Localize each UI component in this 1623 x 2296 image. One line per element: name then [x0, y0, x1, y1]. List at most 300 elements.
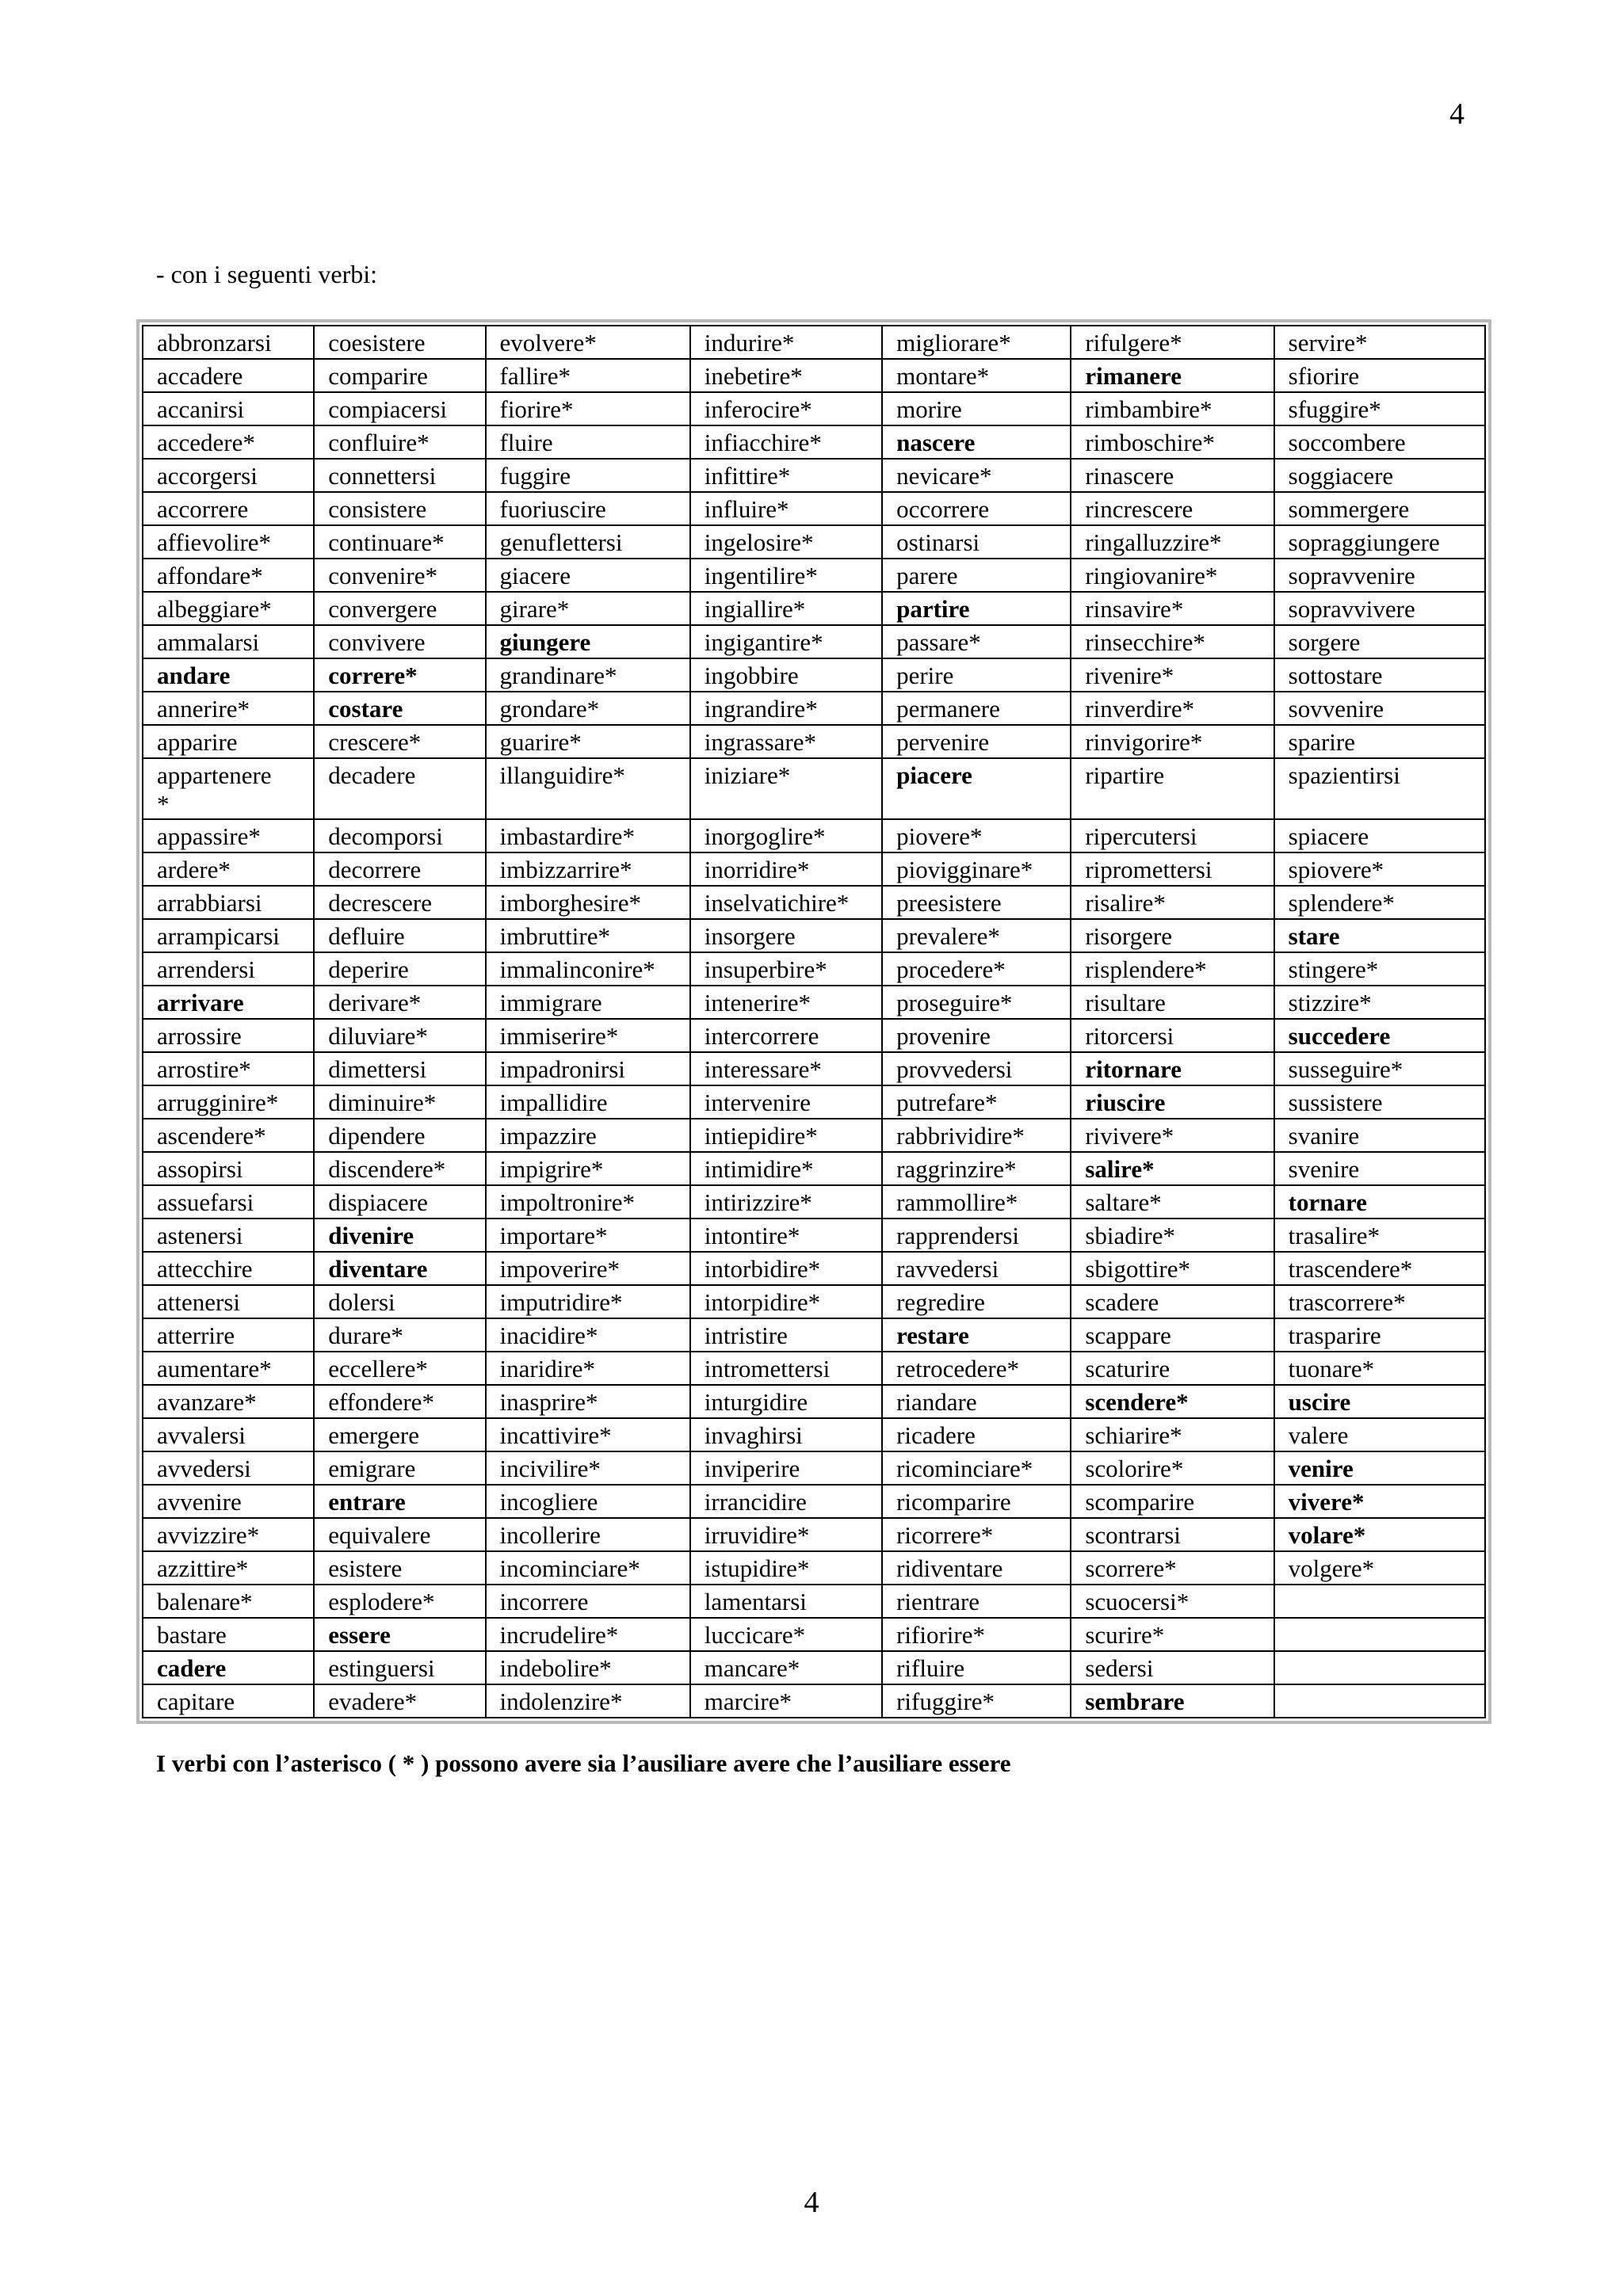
- verb-cell: imbastardire*: [486, 819, 690, 852]
- verb-cell: rammollire*: [882, 1185, 1071, 1219]
- verb-cell: convenire*: [314, 559, 485, 592]
- verb-cell: coesistere: [314, 326, 485, 359]
- verb-cell: bastare: [143, 1618, 314, 1651]
- verb-cell: ammalarsi: [143, 625, 314, 658]
- verb-cell: annerire*: [143, 692, 314, 725]
- asterisk-note: I verbi con l’asterisco ( * ) possono avere sia l’ausiliare avere che l’ausiliare essere: [156, 1749, 1011, 1777]
- verb-cell: ingrassare*: [690, 725, 882, 758]
- verb-cell: continuare*: [314, 525, 485, 559]
- verb-cell: succedere: [1274, 1019, 1485, 1052]
- verb-cell: irrancidire: [690, 1485, 882, 1518]
- table-row: [143, 819, 1485, 852]
- table-row: [143, 459, 1485, 492]
- table-row: [143, 1551, 1485, 1585]
- verb-cell: inorridire*: [690, 852, 882, 886]
- verb-cell: impadronirsi: [486, 1052, 690, 1085]
- verb-cell: decorrere: [314, 852, 485, 886]
- verb-cell: arrampicarsi: [143, 919, 314, 952]
- verb-cell: stingere*: [1274, 952, 1485, 986]
- verb-cell: infittire*: [690, 459, 882, 492]
- intro-text: - con i seguenti verbi:: [156, 260, 378, 288]
- verb-cell: incattivire*: [486, 1418, 690, 1451]
- verb-cell: fallire*: [486, 359, 690, 392]
- verb-cell: rifulgere*: [1071, 326, 1274, 359]
- verb-cell: ricomparire: [882, 1485, 1071, 1518]
- verb-cell: regredire: [882, 1285, 1071, 1318]
- verb-cell: rivenire*: [1071, 658, 1274, 692]
- verb-cell: ringiovanire*: [1071, 559, 1274, 592]
- verb-cell: ardere*: [143, 852, 314, 886]
- verb-cell: inorgoglire*: [690, 819, 882, 852]
- table-row: [143, 359, 1485, 392]
- verb-cell: accanirsi: [143, 392, 314, 425]
- verb-cell: inselvatichire*: [690, 886, 882, 919]
- verb-cell: spazientirsi: [1274, 758, 1485, 819]
- verb-cell: inasprire*: [486, 1385, 690, 1418]
- table-row: [143, 952, 1485, 986]
- verb-cell: mancare*: [690, 1651, 882, 1684]
- verb-cell: partire: [882, 592, 1071, 625]
- table-row: [143, 1285, 1485, 1318]
- verb-cell: inebetire*: [690, 359, 882, 392]
- verb-cell: raggrinzire*: [882, 1152, 1071, 1185]
- verb-cell: intromettersi: [690, 1352, 882, 1385]
- verb-cell: luccicare*: [690, 1618, 882, 1651]
- verb-cell: rapprendersi: [882, 1219, 1071, 1252]
- verb-cell: proseguire*: [882, 986, 1071, 1019]
- table-row: [143, 758, 1485, 819]
- verb-cell: avvedersi: [143, 1451, 314, 1485]
- verb-cell: intimidire*: [690, 1152, 882, 1185]
- verb-cell: scomparire: [1071, 1485, 1274, 1518]
- verb-cell: spiovere*: [1274, 852, 1485, 886]
- verb-cell: estinguersi: [314, 1651, 485, 1684]
- verb-cell: decadere: [314, 758, 485, 819]
- verb-cell: indebolire*: [486, 1651, 690, 1684]
- table-row: [143, 852, 1485, 886]
- table-row: [143, 525, 1485, 559]
- verb-cell: imbruttire*: [486, 919, 690, 952]
- verb-cell: durare*: [314, 1318, 485, 1352]
- verb-cell: astenersi: [143, 1219, 314, 1252]
- verb-cell: scurire*: [1071, 1618, 1274, 1651]
- verb-cell: accorgersi: [143, 459, 314, 492]
- verb-cell: appartenere *: [143, 758, 314, 819]
- verb-cell: fuggire: [486, 459, 690, 492]
- verb-cell: arrossire: [143, 1019, 314, 1052]
- verb-cell: essere: [314, 1618, 485, 1651]
- verb-cell: irruvidire*: [690, 1518, 882, 1551]
- verb-cell: inacidire*: [486, 1318, 690, 1352]
- verb-cell: indolenzire*: [486, 1684, 690, 1718]
- verb-cell: sommergere: [1274, 492, 1485, 525]
- verb-cell: dispiacere: [314, 1185, 485, 1219]
- verb-cell: volgere*: [1274, 1551, 1485, 1585]
- verb-cell: ripromettersi: [1071, 852, 1274, 886]
- table-row: [143, 392, 1485, 425]
- verb-cell: putrefare*: [882, 1085, 1071, 1119]
- table-row: [143, 1019, 1485, 1052]
- verb-cell: ascendere*: [143, 1119, 314, 1152]
- verb-cell: comparire: [314, 359, 485, 392]
- verb-cell: scaturire: [1071, 1352, 1274, 1385]
- verb-cell: diventare: [314, 1252, 485, 1285]
- verb-cell: passare*: [882, 625, 1071, 658]
- verb-cell: splendere*: [1274, 886, 1485, 919]
- verb-cell: diluviare*: [314, 1019, 485, 1052]
- table-row: [143, 425, 1485, 459]
- verb-cell: iniziare*: [690, 758, 882, 819]
- verb-cell: ravvedersi: [882, 1252, 1071, 1285]
- verb-cell: insorgere: [690, 919, 882, 952]
- page-number-top: 4: [1449, 97, 1465, 131]
- verb-cell: entrare: [314, 1485, 485, 1518]
- verb-cell: uscire: [1274, 1385, 1485, 1418]
- verb-cell: evolvere*: [486, 326, 690, 359]
- verb-cell: rivivere*: [1071, 1119, 1274, 1152]
- verb-cell: sedersi: [1071, 1651, 1274, 1684]
- verb-cell: eccellere*: [314, 1352, 485, 1385]
- verb-cell: arrivare: [143, 986, 314, 1019]
- verb-cell: susseguire*: [1274, 1052, 1485, 1085]
- verb-cell: sopraggiungere: [1274, 525, 1485, 559]
- table-row: [143, 1052, 1485, 1085]
- table-row: [143, 919, 1485, 952]
- table-row: [143, 1485, 1485, 1518]
- verb-cell: intorbidire*: [690, 1252, 882, 1285]
- verb-cell: rincrescere: [1071, 492, 1274, 525]
- verb-cell: incogliere: [486, 1485, 690, 1518]
- table-row: [143, 658, 1485, 692]
- verb-cell: rimbambire*: [1071, 392, 1274, 425]
- verb-cell: diminuire*: [314, 1085, 485, 1119]
- verb-cell: capitare: [143, 1684, 314, 1718]
- verb-cell: girare*: [486, 592, 690, 625]
- verb-cell: inferocire*: [690, 392, 882, 425]
- verb-cell: arrendersi: [143, 952, 314, 986]
- verb-cell: risplendere*: [1071, 952, 1274, 986]
- verb-cell: accadere: [143, 359, 314, 392]
- verb-cell: piovigginare*: [882, 852, 1071, 886]
- verb-cell: evadere*: [314, 1684, 485, 1718]
- verb-cell: occorrere: [882, 492, 1071, 525]
- verb-cell: incivilire*: [486, 1451, 690, 1485]
- verb-cell: intiepidire*: [690, 1119, 882, 1152]
- verb-cell: costare: [314, 692, 485, 725]
- table-row: [143, 625, 1485, 658]
- verb-cell: sfiorire: [1274, 359, 1485, 392]
- verb-cell: intercorrere: [690, 1019, 882, 1052]
- verb-cell: scolorire*: [1071, 1451, 1274, 1485]
- verb-cell: svanire: [1274, 1119, 1485, 1152]
- verb-cell: spiacere: [1274, 819, 1485, 852]
- verb-cell: impigrire*: [486, 1152, 690, 1185]
- verb-cell: trascendere*: [1274, 1252, 1485, 1285]
- verb-cell: avvalersi: [143, 1418, 314, 1451]
- verb-cell: sembrare: [1071, 1684, 1274, 1718]
- verb-cell: tornare: [1274, 1185, 1485, 1219]
- verb-cell: ridiventare: [882, 1551, 1071, 1585]
- verb-cell: dolersi: [314, 1285, 485, 1318]
- verb-cell: interessare*: [690, 1052, 882, 1085]
- verb-cell: trasalire*: [1274, 1219, 1485, 1252]
- verb-cell: rinverdire*: [1071, 692, 1274, 725]
- verb-cell: stizzire*: [1274, 986, 1485, 1019]
- verb-cell: decomporsi: [314, 819, 485, 852]
- verb-cell: sorgere: [1274, 625, 1485, 658]
- verb-cell: connettersi: [314, 459, 485, 492]
- verb-cell: preesistere: [882, 886, 1071, 919]
- verb-cell: albeggiare*: [143, 592, 314, 625]
- verb-cell: emergere: [314, 1418, 485, 1451]
- verb-cell: effondere*: [314, 1385, 485, 1418]
- verb-cell: giungere: [486, 625, 690, 658]
- verb-cell: ritornare: [1071, 1052, 1274, 1085]
- verb-cell: [1274, 1684, 1485, 1718]
- verb-cell: [1274, 1651, 1485, 1684]
- verb-cell: ripartire: [1071, 758, 1274, 819]
- verb-cell: ringalluzzire*: [1071, 525, 1274, 559]
- verb-cell: guarire*: [486, 725, 690, 758]
- verb-cell: provvedersi: [882, 1052, 1071, 1085]
- table-row: [143, 692, 1485, 725]
- verb-cell: illanguidire*: [486, 758, 690, 819]
- verb-cell: soccombere: [1274, 425, 1485, 459]
- verb-cell: permanere: [882, 692, 1071, 725]
- verb-cell: impoltronire*: [486, 1185, 690, 1219]
- verb-cell: [1274, 1585, 1485, 1618]
- verb-cell: giacere: [486, 559, 690, 592]
- verb-cell: imbizzarrire*: [486, 852, 690, 886]
- table-row: [143, 886, 1485, 919]
- verb-cell: trascorrere*: [1274, 1285, 1485, 1318]
- verb-cell: intenerire*: [690, 986, 882, 1019]
- table-row: [143, 326, 1485, 359]
- verb-cell: inturgidire: [690, 1385, 882, 1418]
- verb-cell: compiacersi: [314, 392, 485, 425]
- verb-cell: immigrare: [486, 986, 690, 1019]
- verb-cell: arrostire*: [143, 1052, 314, 1085]
- verb-cell: rientrare: [882, 1585, 1071, 1618]
- table-row: [143, 1585, 1485, 1618]
- verb-cell: scappare: [1071, 1318, 1274, 1352]
- verb-cell: procedere*: [882, 952, 1071, 986]
- verb-cell: avvizzire*: [143, 1518, 314, 1551]
- verb-cell: schiarire*: [1071, 1418, 1274, 1451]
- verb-cell: intontire*: [690, 1219, 882, 1252]
- verb-cell: cadere: [143, 1651, 314, 1684]
- table-row: [143, 1418, 1485, 1451]
- verb-cell: migliorare*: [882, 326, 1071, 359]
- verb-cell: avvenire: [143, 1485, 314, 1518]
- verb-cell: apparire: [143, 725, 314, 758]
- verb-cell: convergere: [314, 592, 485, 625]
- verb-cell: sbigottire*: [1071, 1252, 1274, 1285]
- verb-table: [142, 325, 1486, 1718]
- verb-cell: provenire: [882, 1019, 1071, 1052]
- verb-cell: marcire*: [690, 1684, 882, 1718]
- verb-cell: rinsecchire*: [1071, 625, 1274, 658]
- verb-cell: arrabbiarsi: [143, 886, 314, 919]
- verb-cell: ricadere: [882, 1418, 1071, 1451]
- verb-cell: risultare: [1071, 986, 1274, 1019]
- table-row: [143, 1684, 1485, 1718]
- verb-cell: esistere: [314, 1551, 485, 1585]
- verb-cell: abbronzarsi: [143, 326, 314, 359]
- verb-cell: ingigantire*: [690, 625, 882, 658]
- verb-cell: balenare*: [143, 1585, 314, 1618]
- verb-cell: rifuggire*: [882, 1684, 1071, 1718]
- verb-cell: ripercutersi: [1071, 819, 1274, 852]
- verb-cell: avanzare*: [143, 1385, 314, 1418]
- table-row: [143, 1152, 1485, 1185]
- verb-cell: riandare: [882, 1385, 1071, 1418]
- verb-cell: sfuggire*: [1274, 392, 1485, 425]
- verb-cell: scadere: [1071, 1285, 1274, 1318]
- table-row: [143, 592, 1485, 625]
- verb-cell: decrescere: [314, 886, 485, 919]
- verb-cell: rinvigorire*: [1071, 725, 1274, 758]
- verb-cell: inviperire: [690, 1451, 882, 1485]
- verb-cell: sopravvenire: [1274, 559, 1485, 592]
- verb-cell: insuperbire*: [690, 952, 882, 986]
- verb-cell: confluire*: [314, 425, 485, 459]
- verb-cell: incominciare*: [486, 1551, 690, 1585]
- verb-cell: emigrare: [314, 1451, 485, 1485]
- table-row: [143, 1451, 1485, 1485]
- table-row: [143, 725, 1485, 758]
- verb-cell: grondare*: [486, 692, 690, 725]
- verb-table-body: [143, 326, 1485, 1718]
- verb-cell: intorpidire*: [690, 1285, 882, 1318]
- verb-cell: inaridire*: [486, 1352, 690, 1385]
- verb-cell: imborghesire*: [486, 886, 690, 919]
- verb-cell: consistere: [314, 492, 485, 525]
- verb-cell: soggiacere: [1274, 459, 1485, 492]
- table-row: [143, 1352, 1485, 1385]
- verb-cell: azzittire*: [143, 1551, 314, 1585]
- verb-cell: intervenire: [690, 1085, 882, 1119]
- verb-cell: rifluire: [882, 1651, 1071, 1684]
- verb-cell: genuflettersi: [486, 525, 690, 559]
- verb-cell: affondare*: [143, 559, 314, 592]
- verb-cell: appassire*: [143, 819, 314, 852]
- verb-cell: sottostare: [1274, 658, 1485, 692]
- table-row: [143, 1185, 1485, 1219]
- verb-cell: tuonare*: [1274, 1352, 1485, 1385]
- table-row: [143, 1651, 1485, 1684]
- verb-cell: nascere: [882, 425, 1071, 459]
- verb-cell: accorrere: [143, 492, 314, 525]
- verb-cell: montare*: [882, 359, 1071, 392]
- verb-cell: piovere*: [882, 819, 1071, 852]
- verb-cell: scontrarsi: [1071, 1518, 1274, 1551]
- verb-cell: istupidire*: [690, 1551, 882, 1585]
- verb-cell: ingiallire*: [690, 592, 882, 625]
- verb-cell: atterrire: [143, 1318, 314, 1352]
- verb-cell: sopravvivere: [1274, 592, 1485, 625]
- verb-cell: attecchire: [143, 1252, 314, 1285]
- verb-cell: prevalere*: [882, 919, 1071, 952]
- verb-cell: dimettersi: [314, 1052, 485, 1085]
- table-row: [143, 1252, 1485, 1285]
- verb-cell: defluire: [314, 919, 485, 952]
- verb-cell: sovvenire: [1274, 692, 1485, 725]
- verb-cell: sussistere: [1274, 1085, 1485, 1119]
- verb-cell: invaghirsi: [690, 1418, 882, 1451]
- verb-cell: impazzire: [486, 1119, 690, 1152]
- verb-cell: ingentilire*: [690, 559, 882, 592]
- verb-cell: salire*: [1071, 1152, 1274, 1185]
- verb-cell: retrocedere*: [882, 1352, 1071, 1385]
- verb-cell: ingobbire: [690, 658, 882, 692]
- verb-cell: rimboschire*: [1071, 425, 1274, 459]
- verb-cell: esplodere*: [314, 1585, 485, 1618]
- verb-cell: andare: [143, 658, 314, 692]
- verb-cell: scendere*: [1071, 1385, 1274, 1418]
- table-row: [143, 1618, 1485, 1651]
- verb-cell: volare*: [1274, 1518, 1485, 1551]
- verb-cell: intirizzire*: [690, 1185, 882, 1219]
- table-row: [143, 1119, 1485, 1152]
- verb-cell: impallidire: [486, 1085, 690, 1119]
- verb-cell: discendere*: [314, 1152, 485, 1185]
- verb-cell: incorrere: [486, 1585, 690, 1618]
- verb-cell: indurire*: [690, 326, 882, 359]
- table-row: [143, 1385, 1485, 1418]
- verb-cell: pervenire: [882, 725, 1071, 758]
- verb-cell: ricominciare*: [882, 1451, 1071, 1485]
- table-row: [143, 1085, 1485, 1119]
- verb-cell: vivere*: [1274, 1485, 1485, 1518]
- verb-cell: intristire: [690, 1318, 882, 1352]
- table-row: [143, 492, 1485, 525]
- verb-cell: scuocersi*: [1071, 1585, 1274, 1618]
- verb-cell: svenire: [1274, 1152, 1485, 1185]
- verb-cell: venire: [1274, 1451, 1485, 1485]
- verb-cell: servire*: [1274, 326, 1485, 359]
- verb-cell: restare: [882, 1318, 1071, 1352]
- verb-cell: morire: [882, 392, 1071, 425]
- verb-cell: deperire: [314, 952, 485, 986]
- verb-cell: ostinarsi: [882, 525, 1071, 559]
- verb-cell: parere: [882, 559, 1071, 592]
- verb-cell: rifiorire*: [882, 1618, 1071, 1651]
- verb-cell: incollerire: [486, 1518, 690, 1551]
- verb-cell: affievolire*: [143, 525, 314, 559]
- verb-cell: impoverire*: [486, 1252, 690, 1285]
- verb-cell: ingelosire*: [690, 525, 882, 559]
- verb-cell: trasparire: [1274, 1318, 1485, 1352]
- verb-cell: [1274, 1618, 1485, 1651]
- verb-cell: nevicare*: [882, 459, 1071, 492]
- verb-cell: risorgere: [1071, 919, 1274, 952]
- verb-cell: scorrere*: [1071, 1551, 1274, 1585]
- table-row: [143, 559, 1485, 592]
- verb-cell: attenersi: [143, 1285, 314, 1318]
- verb-cell: convivere: [314, 625, 485, 658]
- verb-cell: ricorrere*: [882, 1518, 1071, 1551]
- verb-cell: correre*: [314, 658, 485, 692]
- verb-cell: divenire: [314, 1219, 485, 1252]
- verb-cell: infiacchire*: [690, 425, 882, 459]
- table-row: [143, 1518, 1485, 1551]
- verb-cell: ritorcersi: [1071, 1019, 1274, 1052]
- verb-cell: fiorire*: [486, 392, 690, 425]
- verb-cell: assuefarsi: [143, 1185, 314, 1219]
- table-row: [143, 1219, 1485, 1252]
- table-row: [143, 1318, 1485, 1352]
